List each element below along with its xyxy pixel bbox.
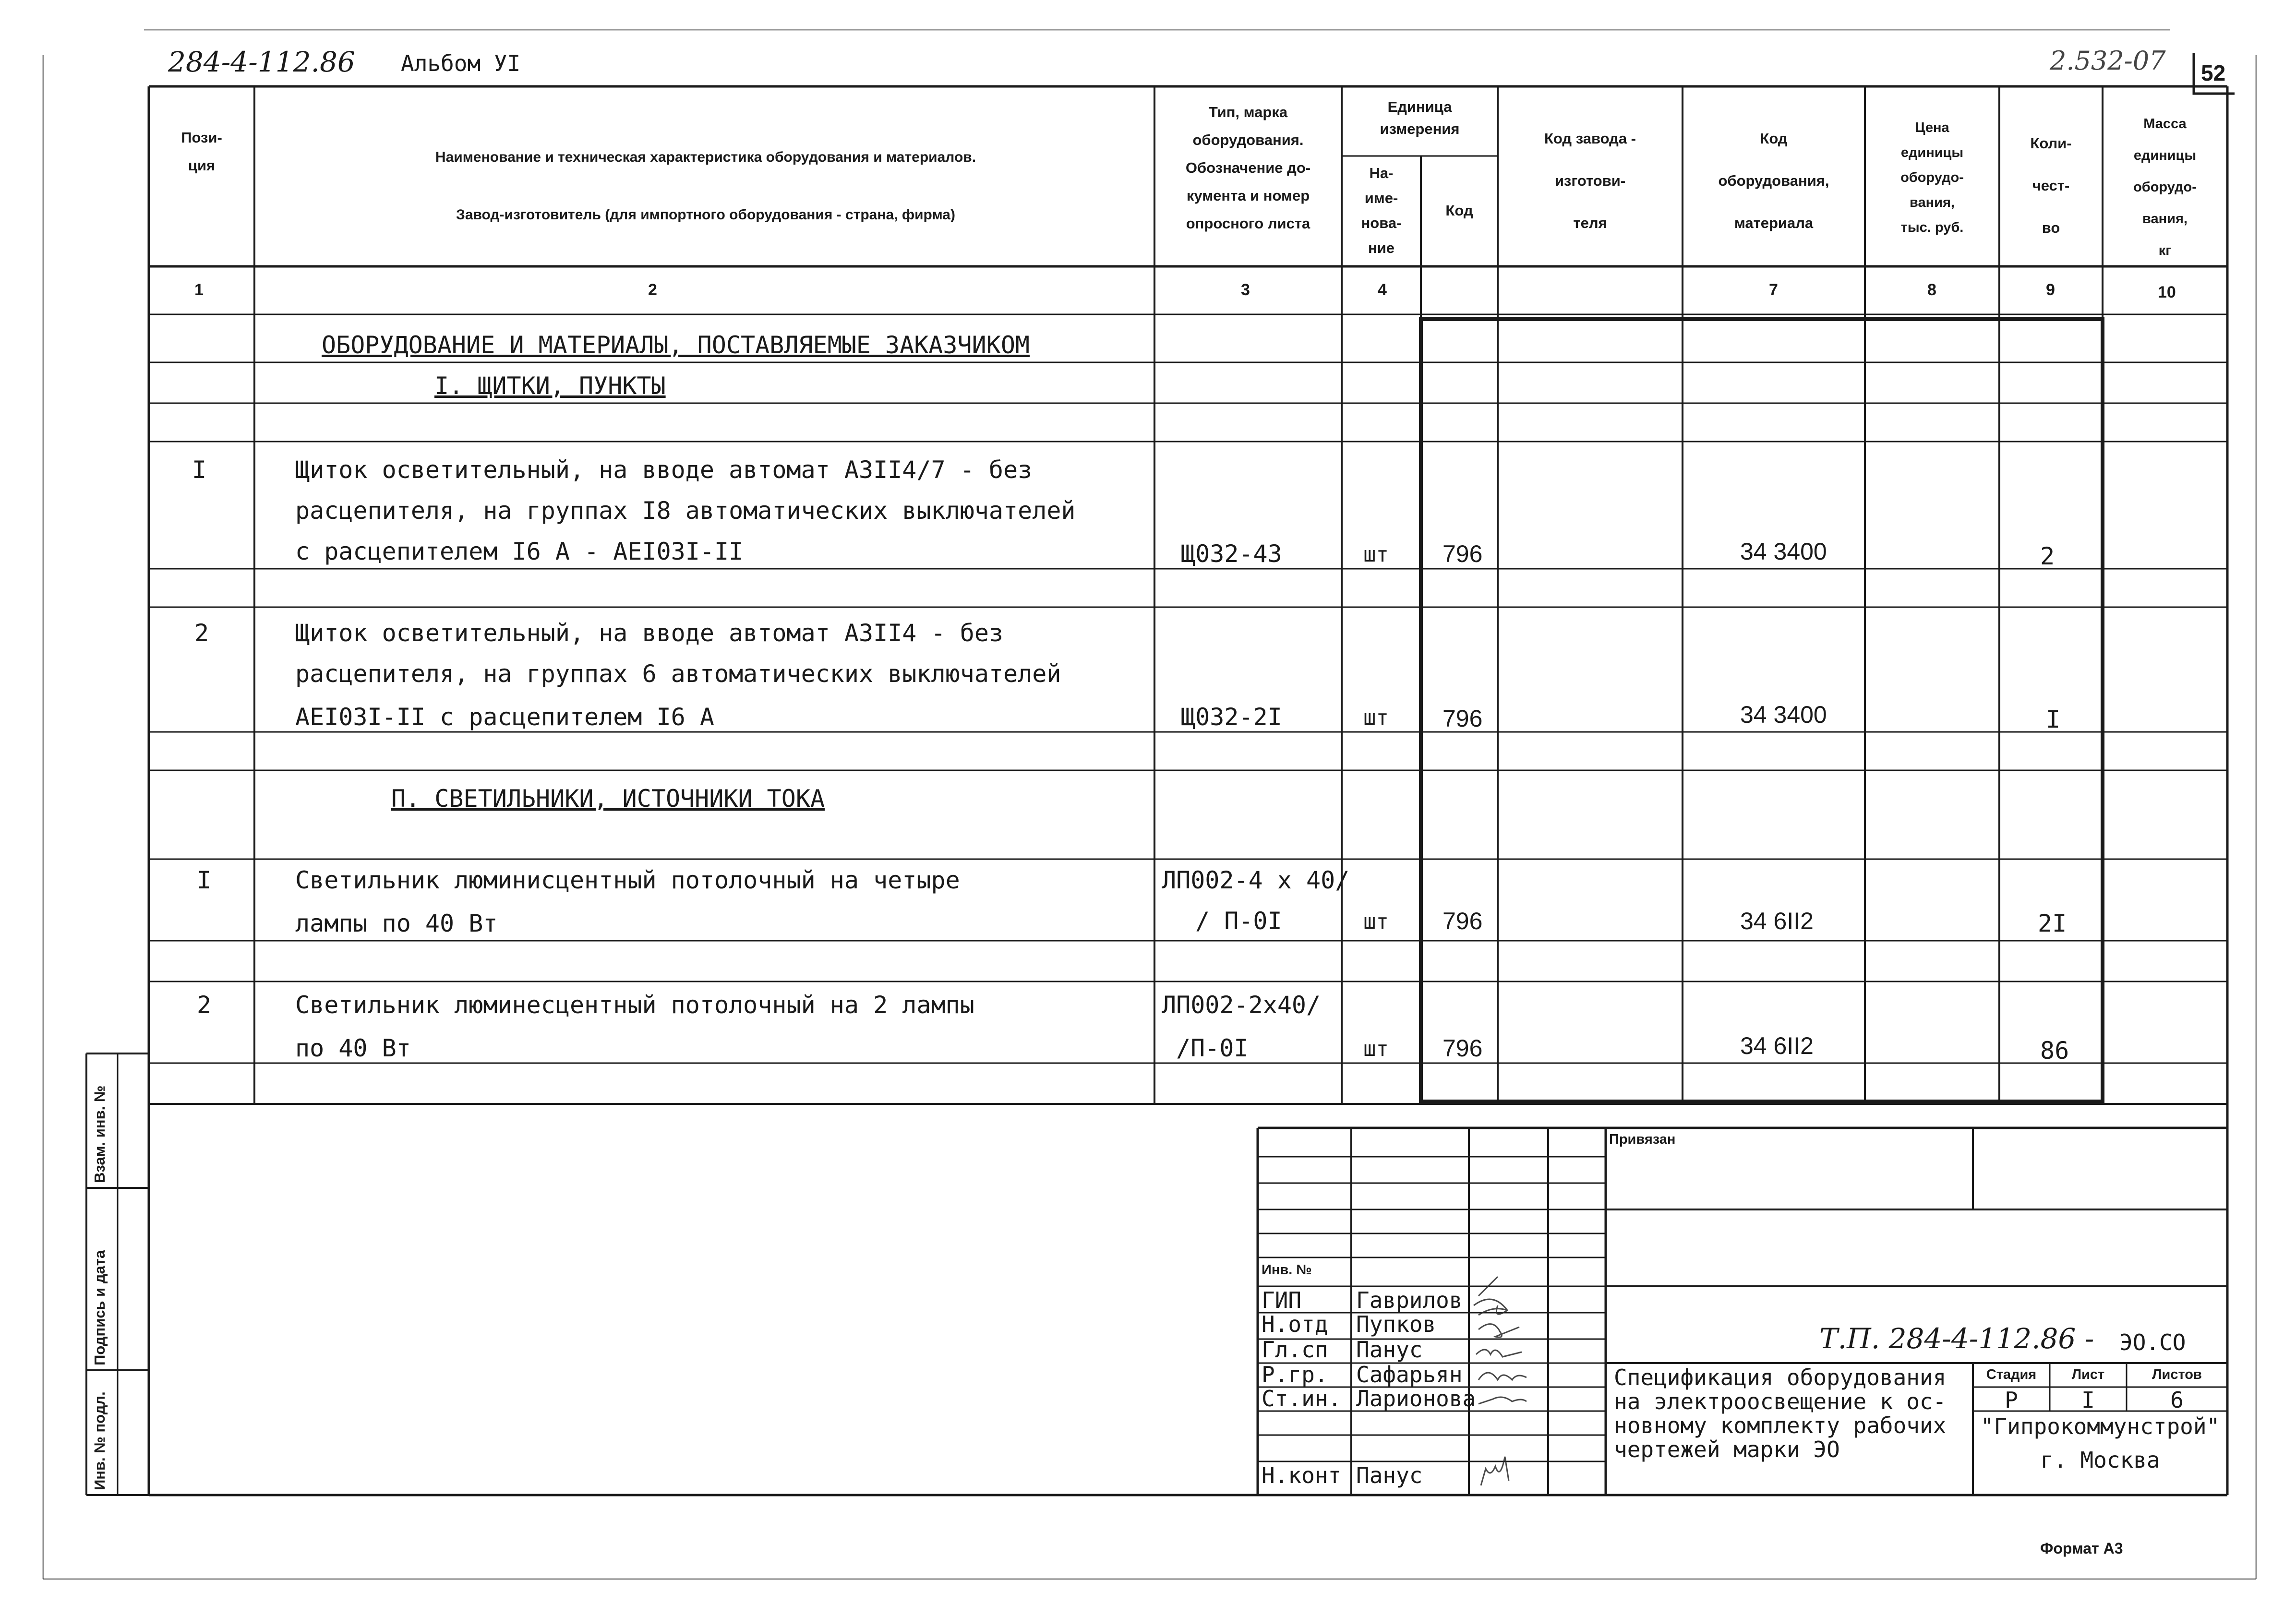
header-plant-code: Код завода - изготови- теля <box>1544 130 1636 231</box>
tb-description: Спецификация оборудования на электроосвещение к ос- новному комплекту рабочих чертежей марки ЭО <box>1614 1365 1947 1462</box>
format-label: Формат А3 <box>2040 1540 2123 1557</box>
colnum-9: 9 <box>2046 281 2055 299</box>
tb-role-n-kont: Н.конт <box>1262 1462 1342 1488</box>
r4-desc-line2: по 40 Вт <box>295 1034 411 1062</box>
colnum-4: 4 <box>1378 281 1387 299</box>
r2-unit-code: 796 <box>1443 705 1483 732</box>
inventory-code: 2.532-07 <box>2050 46 2166 76</box>
tb-city: г. Москва <box>2040 1447 2160 1473</box>
section-2-title: П. СВЕТИЛЬНИКИ, ИСТОЧНИКИ ТОКА <box>391 785 825 813</box>
album-label: Альбом УI <box>401 50 521 76</box>
section-1-title: I. ЩИТКИ, ПУНКТЫ <box>434 372 666 400</box>
r2-quantity: I <box>2046 706 2061 733</box>
side-label-original-inv: Инв. № подл. <box>91 1391 108 1490</box>
header-mass: Масса единицы оборудо- вания, кг <box>2133 116 2197 258</box>
r3-unit-code: 796 <box>1443 908 1483 934</box>
r1-unit-code: 796 <box>1443 540 1483 567</box>
header-equipment-code: Код оборудования, материала <box>1718 130 1829 231</box>
r4-type-line2: /П-0I <box>1176 1034 1249 1062</box>
tb-mark: ЭО.СО <box>2119 1329 2186 1355</box>
r4-material-code: 34 6II2 <box>1740 1032 1814 1059</box>
tb-role-n-otd: Н.отд <box>1262 1311 1328 1337</box>
tb-sheets-label: Листов <box>2152 1367 2202 1382</box>
r1-unit: шт <box>1363 542 1389 567</box>
tb-name-gl-sp: Панус <box>1356 1337 1423 1363</box>
r4-desc-line1: Светильник люминесцентный потолочный на 2 лампы <box>295 991 974 1019</box>
r4-unit-code: 796 <box>1443 1035 1483 1062</box>
tb-name-st-in: Ларионова <box>1356 1386 1476 1412</box>
tb-name-r-gr: Сафарьян <box>1356 1362 1463 1388</box>
colnum-7: 7 <box>1769 281 1778 299</box>
header-quantity: Коли- чест- во <box>2030 135 2072 236</box>
colnum-1: 1 <box>194 281 204 299</box>
r1-quantity: 2 <box>2040 542 2055 570</box>
r2-position: 2 <box>194 619 209 647</box>
header-name: Наименование и техническая характеристика оборудования и материалов. Завод-изготовитель (для импортного оборудования - страна, фирма) <box>435 149 976 223</box>
tb-sheet: I <box>2081 1387 2095 1413</box>
tb-role-gl-sp: Гл.сп <box>1262 1337 1328 1363</box>
r2-desc-line1: Щиток осветительный, на вводе автомат А3II4 - без <box>295 619 1004 647</box>
header-position: Пози- ция <box>181 129 222 174</box>
header-price: Цена единицы оборудо- вания, тыс. руб. <box>1900 120 1964 235</box>
colnum-3: 3 <box>1241 281 1250 299</box>
section-main-title: ОБОРУДОВАНИЕ И МАТЕРИАЛЫ, ПОСТАВЛЯЕМЫЕ ЗАКАЗЧИКОМ <box>322 331 1030 359</box>
header-unit-group: Единица измерения <box>1380 98 1460 137</box>
r2-desc-line2: расцепителя, на группах 6 автоматических выключателей <box>295 660 1061 688</box>
tb-name-gip: Гаврилов <box>1356 1287 1463 1313</box>
header-unit-name: На- име- нова- ние <box>1361 165 1402 256</box>
doc-code: 284-4-112.86 <box>168 46 355 78</box>
tb-sheet-label: Лист <box>2071 1367 2105 1382</box>
r2-material-code: 34 3400 <box>1740 701 1827 728</box>
r2-unit: шт <box>1363 706 1389 730</box>
r4-position: 2 <box>197 991 212 1019</box>
colnum-10: 10 <box>2158 283 2176 301</box>
header-unit-code: Код <box>1445 202 1473 219</box>
r3-position: I <box>197 866 212 894</box>
r3-desc-line2: лампы по 40 Вт <box>295 910 498 937</box>
r3-material-code: 34 6II2 <box>1740 908 1814 934</box>
tb-stage: Р <box>2005 1387 2018 1413</box>
page-number: 52 <box>2201 60 2226 85</box>
r3-quantity: 2I <box>2038 910 2067 937</box>
r1-type: Щ032-43 <box>1181 540 1282 568</box>
r4-type-line1: ЛП002-2х40/ <box>1162 991 1321 1019</box>
tb-sheets: 6 <box>2170 1387 2184 1413</box>
r2-type: Щ032-2I <box>1181 703 1282 731</box>
tb-inv-no: Инв. № <box>1262 1262 1312 1278</box>
tb-name-n-otd: Пупков <box>1356 1311 1436 1337</box>
r1-desc-line2: расцепителя, на группах I8 автоматических выключателей <box>295 497 1076 525</box>
r1-desc-line3: с расцепителем I6 А - АЕI03I-II <box>295 538 744 565</box>
colnum-8: 8 <box>1927 281 1936 299</box>
tb-role-st-in: Ст.ин. <box>1262 1386 1342 1412</box>
r2-desc-line3: АЕI03I-II с расцепителем I6 А <box>295 703 714 731</box>
tb-name-n-kont: Панус <box>1356 1462 1423 1488</box>
r3-unit: шт <box>1363 910 1389 934</box>
r3-desc-line1: Светильник люминисцентный потолочный на четыре <box>295 866 960 894</box>
tb-privyazan: Привязан <box>1609 1132 1676 1147</box>
r3-type-line1: ЛП002-4 х 40/ <box>1162 866 1350 894</box>
side-label-signature-date: Подпись и дата <box>91 1250 108 1365</box>
tb-stage-label: Стадия <box>1986 1367 2037 1382</box>
side-label-replacement-inv: Взам. инв. № <box>91 1085 108 1183</box>
tb-role-r-gr: Р.гр. <box>1262 1362 1328 1388</box>
colnum-2: 2 <box>648 281 657 299</box>
r4-quantity: 86 <box>2040 1037 2069 1065</box>
tb-organization: "Гипрокоммунстрой" <box>1980 1413 2220 1439</box>
r1-desc-line1: Щиток осветительный, на вводе автомат А3II4/7 - без <box>295 456 1033 484</box>
r3-type-line2: / П-0I <box>1195 907 1282 935</box>
r1-position: I <box>192 456 207 484</box>
signatures <box>1474 1277 1527 1485</box>
header-type: Тип, марка оборудования. Обозначение до- кумента и номер опросного листа <box>1185 104 1311 232</box>
r1-material-code: 34 3400 <box>1740 538 1827 565</box>
r4-unit: шт <box>1363 1037 1389 1061</box>
tb-role-gip: ГИП <box>1262 1287 1302 1313</box>
tb-project-code: Т.П. 284-4-112.86 - <box>1819 1322 2094 1355</box>
